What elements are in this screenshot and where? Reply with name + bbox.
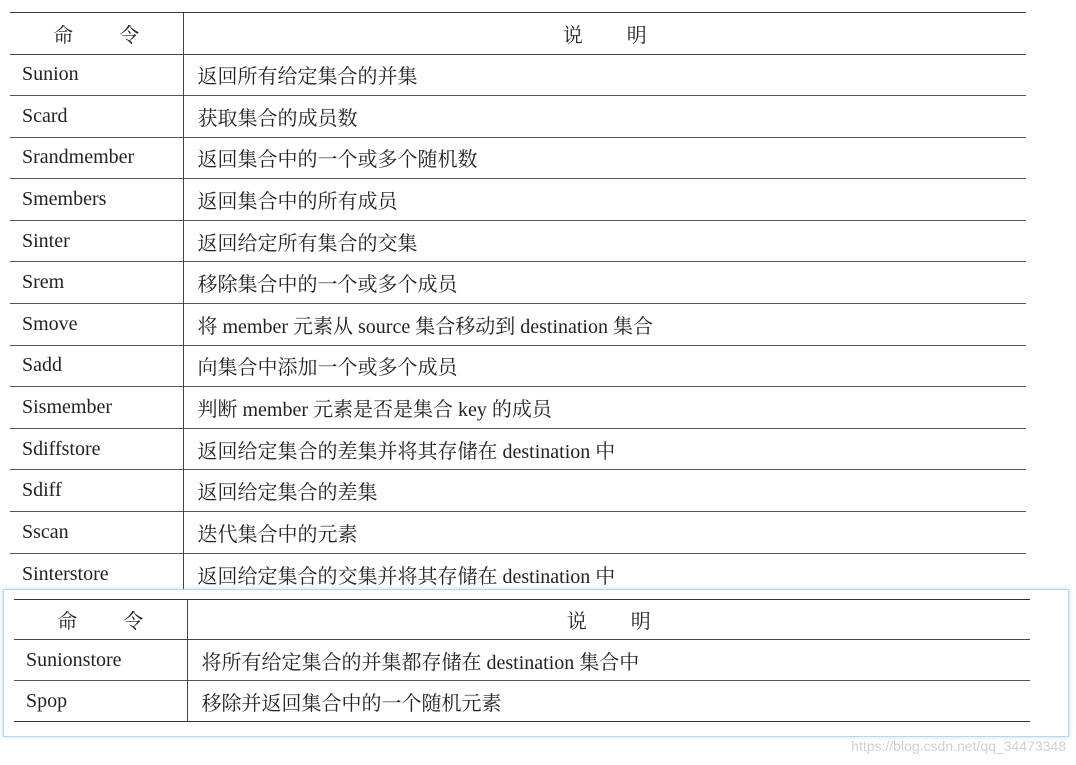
description-cell: 向集合中添加一个或多个成员 [183, 345, 1026, 387]
command-cell: Smove [10, 304, 183, 346]
header-command: 命 令 [10, 13, 183, 54]
table-row [14, 681, 1030, 722]
table-row [10, 220, 1026, 262]
command-cell: Sunionstore [14, 640, 187, 681]
commands-table-1 [10, 13, 1026, 595]
table-row [10, 96, 1026, 138]
command-cell: Sdiff [10, 470, 183, 512]
description-cell: 返回集合中的所有成员 [183, 179, 1026, 221]
description-cell: 将 member 元素从 source 集合移动到 destination 集合 [183, 304, 1026, 346]
description-cell: 返回给定集合的交集并将其存储在 destination 中 [183, 553, 1026, 595]
description-cell: 返回给定所有集合的交集 [183, 220, 1026, 262]
description-cell: 移除并返回集合中的一个随机元素 [187, 681, 1030, 722]
command-cell: Sismember [10, 387, 183, 429]
table-row [10, 428, 1026, 470]
description-cell: 返回集合中的一个或多个随机数 [183, 137, 1026, 179]
description-cell: 获取集合的成员数 [183, 96, 1026, 138]
command-cell: Srem [10, 262, 183, 304]
table-row [10, 470, 1026, 512]
table-row [10, 137, 1026, 179]
description-cell: 返回给定集合的差集并将其存储在 destination 中 [183, 428, 1026, 470]
command-cell: Sscan [10, 512, 183, 554]
table-row [10, 512, 1026, 554]
watermark: https://blog.csdn.net/qq_34473348 [851, 738, 1066, 754]
table-header-row [14, 600, 1030, 640]
command-cell: Srandmember [10, 137, 183, 179]
command-cell: Sinter [10, 220, 183, 262]
header-description: 说 明 [562, 24, 647, 47]
description-cell: 判断 member 元素是否是集合 key 的成员 [183, 387, 1026, 429]
header-description: 说 明 [566, 611, 651, 633]
commands-table-2 [14, 599, 1030, 722]
header-command: 命 令 [14, 600, 187, 640]
command-cell: Sdiffstore [10, 428, 183, 470]
table-row [10, 179, 1026, 221]
command-cell: Sunion [10, 54, 183, 96]
description-cell: 将所有给定集合的并集都存储在 destination 集合中 [187, 640, 1030, 681]
command-cell: Sadd [10, 345, 183, 387]
table-row [10, 304, 1026, 346]
table-row [10, 345, 1026, 387]
table-row [10, 387, 1026, 429]
description-cell: 返回所有给定集合的并集 [183, 54, 1026, 96]
description-cell: 移除集合中的一个或多个成员 [183, 262, 1026, 304]
description-cell: 迭代集合中的元素 [183, 512, 1026, 554]
command-cell: Sinterstore [10, 553, 183, 595]
table-header-row [10, 13, 1026, 54]
table-row [10, 54, 1026, 96]
command-cell: Spop [14, 681, 187, 722]
table-row [10, 262, 1026, 304]
description-cell: 返回给定集合的差集 [183, 470, 1026, 512]
table-row [14, 640, 1030, 681]
command-cell: Scard [10, 96, 183, 138]
command-cell: Smembers [10, 179, 183, 221]
